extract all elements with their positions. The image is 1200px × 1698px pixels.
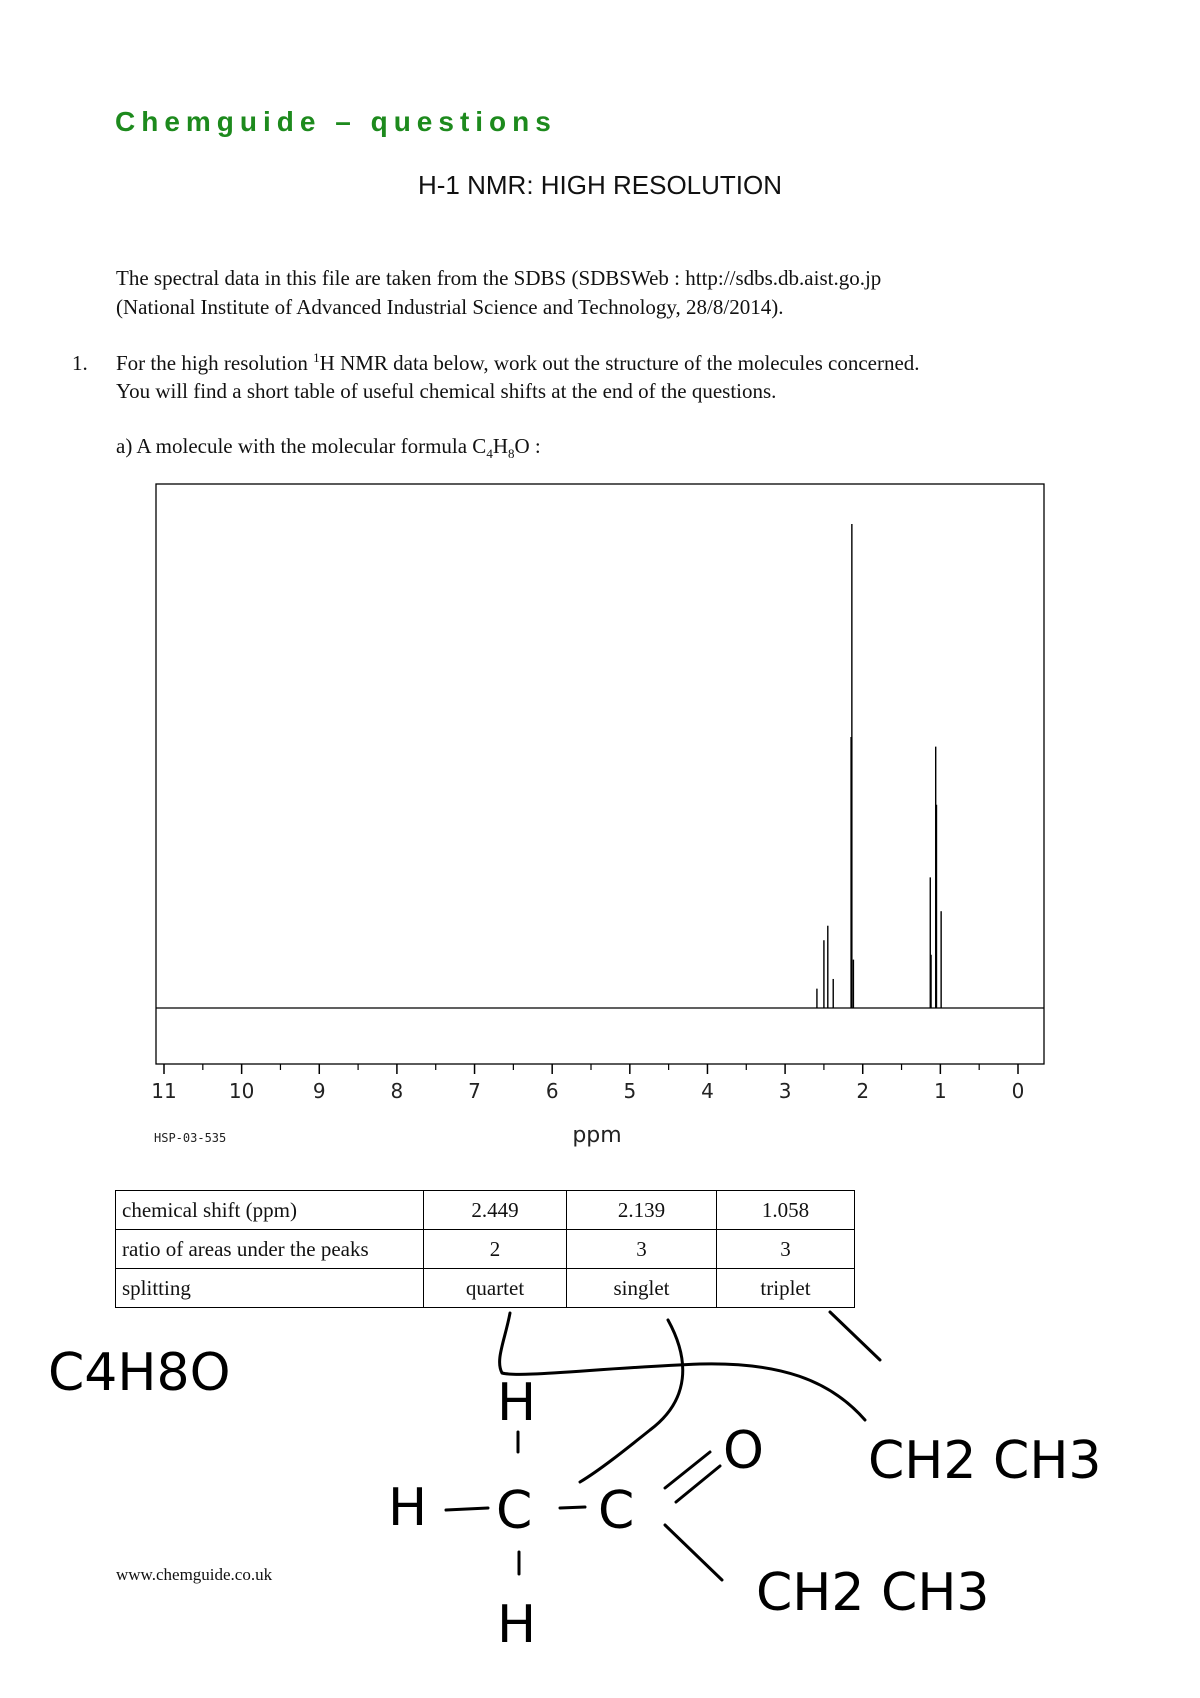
row-label: chemical shift (ppm) [116,1191,424,1230]
x-tick-label: 1 [933,1079,947,1103]
footer-url: www.chemguide.co.uk [116,1565,273,1584]
site-title: Chemguide – questions [115,106,557,137]
formula-sub-carbon: 4 [486,446,493,462]
x-tick-label: 2 [856,1079,870,1103]
table-cell: 2 [424,1230,567,1269]
table-cell: 2.449 [424,1191,567,1230]
x-axis-label: ppm [572,1123,622,1148]
x-tick-label: 10 [228,1079,255,1103]
table-cell: quartet [424,1269,567,1308]
handwritten-hydrogen-left: H [388,1478,428,1538]
table-cell: 3 [717,1230,855,1269]
handwritten-ethyl-group-1: CH2 CH3 [868,1431,1102,1491]
table-cell: 3 [567,1230,717,1269]
handwritten-hydrogen-bottom: H [497,1595,537,1655]
bracket-singlet-to-carbonyl [580,1320,683,1482]
formula-hydrogen: H [492,434,508,458]
x-tick-label: 5 [623,1079,637,1103]
handwritten-ethyl-group-2: CH2 CH3 [756,1563,990,1623]
triplet-pointer [830,1312,880,1360]
x-tick-label: 6 [545,1079,559,1103]
table-cell: triplet [717,1269,855,1308]
x-tick-label: 7 [468,1079,481,1103]
handwritten-hydrogen-top: H [497,1373,537,1433]
table-cell: singlet [567,1269,717,1308]
question-line-1-end: H NMR data below, work out the structure of the molecules concerned. [319,351,920,375]
bond-h-c-left [446,1508,488,1510]
spectrum-code: HSP-03-535 [154,1131,227,1145]
double-bond-line-2 [676,1466,720,1502]
handwritten-formula: C4H8O [48,1343,231,1403]
part-a-start: a) A molecule with the molecular formula C [116,434,487,458]
bond-c-ethyl [665,1525,722,1580]
page-heading: H-1 NMR: HIGH RESOLUTION [417,170,783,200]
handwritten-oxygen: O [723,1421,764,1481]
part-a-end: O : [514,434,541,458]
row-label: splitting [116,1269,424,1308]
x-tick-label: 0 [1011,1079,1025,1103]
x-tick-label: 8 [390,1079,404,1103]
handwritten-carbon-2: C [598,1481,635,1541]
x-tick-label: 4 [701,1079,714,1103]
question-number: 1. [72,351,88,375]
table-cell: 2.139 [567,1191,717,1230]
x-tick-label: 3 [778,1079,792,1103]
double-bond-line-1 [665,1452,710,1488]
isotope-superscript: 1 [313,350,320,365]
formula-sub-hydrogen: 8 [507,446,515,462]
question-line-1-start: For the high resolution [116,351,314,375]
intro-line-1: The spectral data in this file are taken from the SDBS (SDBSWeb : http://sdbs.db.aist.go.jp [116,266,882,290]
intro-line-2: (National Institute of Advanced Industrial Science and Technology, 28/8/2014). [116,295,784,319]
row-label: ratio of areas under the peaks [116,1230,424,1269]
bond-c-c [560,1507,585,1508]
handwritten-carbon-1: C [496,1481,533,1541]
x-tick-label: 9 [312,1079,326,1103]
x-tick-label: 11 [151,1079,177,1103]
question-line-2: You will find a short table of useful chemical shifts at the end of the questions. [116,379,777,403]
table-cell: 1.058 [717,1191,855,1230]
